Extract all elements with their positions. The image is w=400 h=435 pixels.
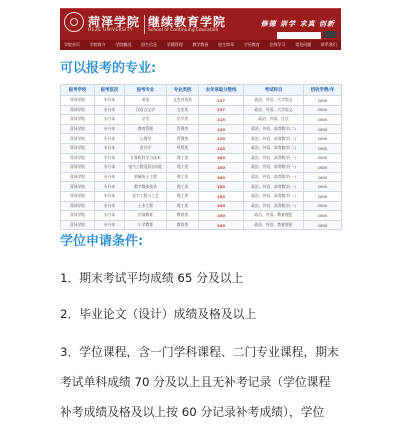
table-row xyxy=(61,105,342,115)
table-cell: 120 xyxy=(199,134,244,144)
table-cell: 菏泽学院 xyxy=(61,115,95,125)
table-cell: 专升本 xyxy=(95,191,125,201)
table-cell: 菏泽学院 xyxy=(61,105,95,115)
table-cell: 137 xyxy=(199,105,244,115)
column-header: 报考学校 xyxy=(61,85,95,96)
table-cell: 菏泽学院 xyxy=(61,96,95,106)
table-cell: 2600 xyxy=(304,143,342,153)
college-name-cn: 继续教育学院 xyxy=(148,15,227,29)
table-cell: 理工类 xyxy=(167,153,199,163)
nav-item-contact[interactable]: 联系我们 xyxy=(320,42,337,47)
condition-item: 3．学位课程，含一门学科课程、二门专业课程，期末 xyxy=(60,345,339,359)
nav-item-intro[interactable]: 学院简介 xyxy=(89,42,106,47)
table-header-row xyxy=(61,85,342,96)
table-cell: 英语 xyxy=(125,96,167,106)
university-seal-icon xyxy=(64,12,84,32)
table-cell: 菏泽学院 xyxy=(61,153,95,163)
table-cell: 2600 xyxy=(304,211,342,221)
nav-item-degree-edu[interactable]: 学历教育 xyxy=(243,42,260,47)
table-cell: 电气工程及其自动化 xyxy=(125,163,167,173)
table-cell: 专升本 xyxy=(95,105,125,115)
table-cell: 菏泽学院 xyxy=(61,163,95,173)
table-cell: 小学教育 xyxy=(125,220,167,230)
table-cell: 理工类 xyxy=(167,182,199,192)
table-cell: 政治、外语、民法 xyxy=(244,115,304,125)
table-cell: 菏泽学院 xyxy=(61,172,95,182)
table-row xyxy=(61,96,342,106)
table-cell: 2600 xyxy=(304,163,342,173)
table-cell: 政治、外语、高等数学(一) xyxy=(244,182,304,192)
nav-item-teaching[interactable]: 教学教务 xyxy=(192,42,209,47)
table-cell: 专升本 xyxy=(95,220,125,230)
table-cell: 100 xyxy=(199,201,244,211)
column-header: 报考层次 xyxy=(95,85,125,96)
table-row xyxy=(61,115,342,125)
table-cell: 法学类 xyxy=(167,115,199,125)
table-cell: 2600 xyxy=(304,105,342,115)
table-cell: 专升本 xyxy=(95,134,125,144)
nav-item-faq[interactable]: 常见问题 xyxy=(295,42,312,47)
table-row xyxy=(61,134,342,144)
table-cell: 教育类 xyxy=(167,220,199,230)
table-row xyxy=(61,163,342,173)
table-cell: 数字媒体技术 xyxy=(125,182,167,192)
table-cell: 政治、外语、高等数学(一) xyxy=(244,191,304,201)
table-cell: 专升本 xyxy=(95,163,125,173)
table-cell: 菏泽学院 xyxy=(61,124,95,134)
table-cell: 2600 xyxy=(304,153,342,163)
table-cell: 菏泽学院 xyxy=(61,191,95,201)
table-cell: 2600 xyxy=(304,191,342,201)
table-row xyxy=(61,143,342,153)
table-cell: 政治、外语、高等数学(二) xyxy=(244,124,304,134)
table-cell: 政治、外语、大学语文 xyxy=(244,96,304,106)
table-cell: 汉语言文学 xyxy=(125,105,167,115)
table-cell: 教育管理 xyxy=(125,124,167,134)
table-cell: 专升本 xyxy=(95,115,125,125)
condition-item: 2．毕业论文（设计）成绩及格及以上 xyxy=(60,307,257,321)
table-cell: 会计学 xyxy=(125,143,167,153)
table-cell: 政治、外语、教育理论 xyxy=(244,220,304,230)
table-cell: 菏泽学院 xyxy=(61,134,95,144)
nav-item-home[interactable]: 学院首页 xyxy=(64,42,80,47)
table-cell: 理工类 xyxy=(167,172,199,182)
table-cell: 100 xyxy=(199,163,244,173)
table-cell: 2600 xyxy=(304,201,342,211)
table-cell: 法学 xyxy=(125,115,167,125)
table-cell: 政治、外语、高等数学(一) xyxy=(244,163,304,173)
table-cell: 文史类 xyxy=(167,105,199,115)
table-cell: 管理类 xyxy=(167,124,199,134)
table-cell: 2600 xyxy=(304,172,342,182)
table-cell: 专升本 xyxy=(95,211,125,221)
table-cell: 政治、外语、教育理论 xyxy=(244,211,304,221)
column-header: 专业类别 xyxy=(167,85,199,96)
table-cell: 专升本 xyxy=(95,182,125,192)
table-cell: 2600 xyxy=(304,96,342,106)
table-row xyxy=(61,211,342,221)
table-cell: 管理类 xyxy=(167,134,199,144)
condition-item: 1．期末考试平均成绩 65 分及以上 xyxy=(60,271,244,285)
school-motto: 修德 崇学 求真 创新 xyxy=(260,19,335,28)
table-cell: 计算机科学与技术 xyxy=(125,153,167,163)
search-button[interactable] xyxy=(323,31,337,38)
table-cell: 专升本 xyxy=(95,143,125,153)
table-cell: 2600 xyxy=(304,124,342,134)
table-cell: 心理学 xyxy=(125,134,167,144)
table-cell: 137 xyxy=(199,96,244,106)
column-header: 去年录取分数线 xyxy=(199,85,244,96)
table-cell: 100 xyxy=(199,191,244,201)
table-cell: 2600 xyxy=(304,182,342,192)
nav-item-overview[interactable]: 学院概况 xyxy=(115,42,132,47)
column-header: 考试科目 xyxy=(244,85,304,96)
table-cell: 经管类 xyxy=(167,143,199,153)
table-cell: 化学工程与工艺 xyxy=(125,191,167,201)
column-header: 招收学费/年 xyxy=(304,85,342,96)
table-cell: 120 xyxy=(199,124,244,134)
table-cell: 菏泽学院 xyxy=(61,143,95,153)
table-cell: 政治、外语、高等数学(一) xyxy=(244,153,304,163)
table-cell: 专升本 xyxy=(95,96,125,106)
table-cell: 100 xyxy=(199,211,244,221)
table-cell: 土木工程 xyxy=(125,201,167,211)
table-row xyxy=(61,124,342,134)
majors-heading: 可以报考的专业: xyxy=(60,61,157,76)
nav-item-brochure[interactable]: 招生简章 xyxy=(218,42,235,47)
table-cell: 专升本 xyxy=(95,201,125,211)
table-cell: 专升本 xyxy=(95,172,125,182)
nav-item-admissions[interactable]: 招生信息 xyxy=(141,42,158,47)
table-cell: 2600 xyxy=(304,134,342,144)
table-cell: 政治、外语、高等数学(二) xyxy=(244,143,304,153)
nav-item-status[interactable]: 学籍管理 xyxy=(166,42,183,47)
school-name-en: HEZE UNIVERSITY xyxy=(88,28,133,33)
table-cell: 专升本 xyxy=(95,124,125,134)
table-row xyxy=(61,172,342,182)
table-cell: 菏泽学院 xyxy=(61,182,95,192)
condition-item: 补考成绩及格及以上按 60 分记录补考成绩），学位 xyxy=(60,405,325,419)
table-row xyxy=(61,153,342,163)
table-cell: 菏泽学院 xyxy=(61,211,95,221)
table-cell: 120 xyxy=(199,143,244,153)
site-header-banner xyxy=(60,8,341,50)
table-cell: 100 xyxy=(199,153,244,163)
college-name-en: School of Continuing Education xyxy=(148,28,219,33)
degree-conditions-heading: 学位申请条件: xyxy=(60,234,144,249)
table-cell: 政治、外语、高等数学(一) xyxy=(244,201,304,211)
school-name-cn: 菏泽学院 xyxy=(88,15,141,29)
table-cell: 菏泽学院 xyxy=(61,201,95,211)
table-cell: 文史外语类 xyxy=(167,96,199,106)
table-cell: 政治、外语、高等数学(一) xyxy=(244,172,304,182)
table-row xyxy=(61,191,342,201)
nav-item-online[interactable]: 在线学习 xyxy=(269,42,286,47)
search-input[interactable] xyxy=(277,32,321,39)
table-row xyxy=(61,182,342,192)
table-row xyxy=(61,201,342,211)
table-cell: 政治、外语、高等数学(二) xyxy=(244,134,304,144)
table-row xyxy=(61,220,342,230)
table-cell: 专升本 xyxy=(95,153,125,163)
table-cell: 2600 xyxy=(304,220,342,230)
column-header: 报考专业 xyxy=(125,85,167,96)
majors-table xyxy=(60,84,342,230)
table-cell: 100 xyxy=(199,182,244,192)
table-cell: 学前教育 xyxy=(125,211,167,221)
header-divider xyxy=(144,15,145,34)
table-cell: 100 xyxy=(199,172,244,182)
table-cell: 菏泽学院 xyxy=(61,220,95,230)
table-cell: 2600 xyxy=(304,115,342,125)
table-cell: 100 xyxy=(199,220,244,230)
table-cell: 教育类 xyxy=(167,211,199,221)
table-cell: 理工类 xyxy=(167,163,199,173)
table-cell: 理工类 xyxy=(167,191,199,201)
table-cell: 115 xyxy=(199,115,244,125)
table-cell: 政治、外语、大学语文 xyxy=(244,105,304,115)
condition-item: 考试单科成绩 70 分及以上且无补考记录（学位课程 xyxy=(60,375,331,389)
main-nav xyxy=(60,40,341,50)
table-cell: 机械电子工程 xyxy=(125,172,167,182)
table-cell: 理工类 xyxy=(167,201,199,211)
